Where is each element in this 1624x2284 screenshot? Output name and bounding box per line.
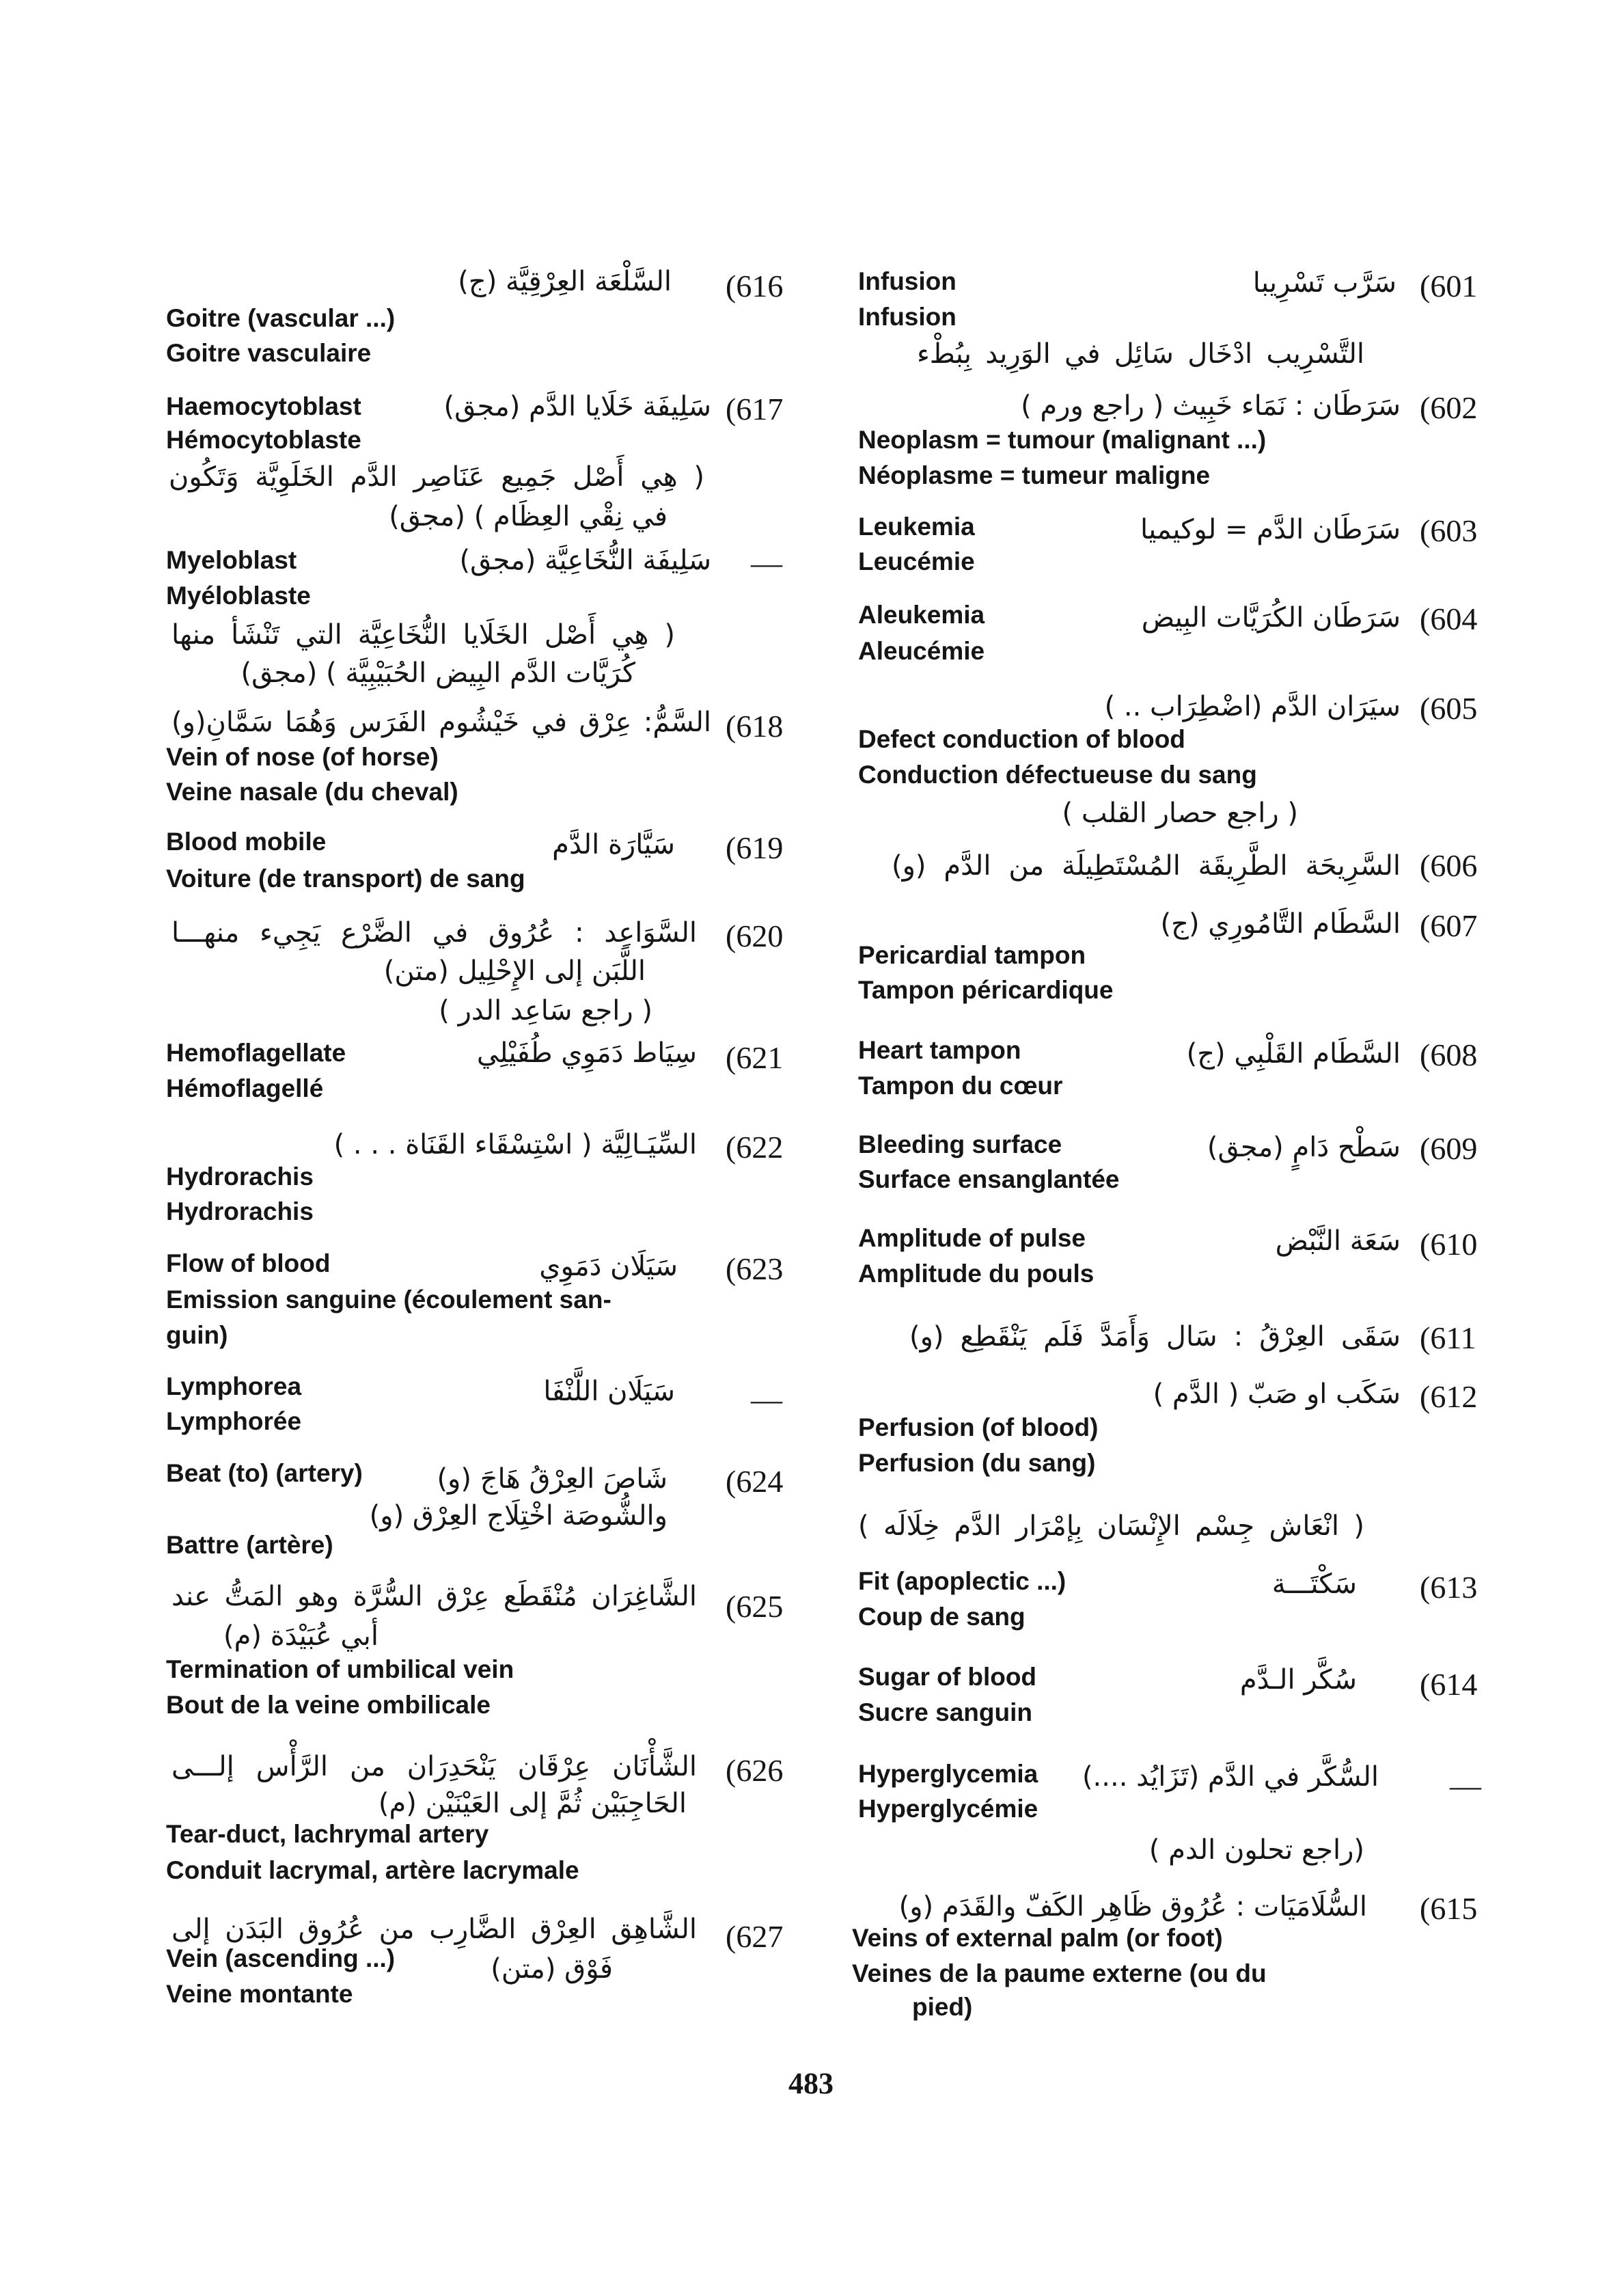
entry-619-french-term: Voiture (de transport) de sang — [166, 865, 525, 893]
entry-616-french-term: Goitre vasculaire — [166, 339, 372, 367]
entry-608-arabic-term: السَّطَام القَلْبِي (ج) — [1186, 1038, 1401, 1070]
entry-622-english-term: Hydrorachis — [166, 1163, 314, 1191]
entry-myeloblast-arabic-definition: ( هِي أَصْل الخَلَايا النُّخَاعِيَّة التي تَنْشَأ منها — [171, 619, 675, 651]
entry-606-arabic-term: السَّرِيحَة الطَّرِيقَة المُسْتَطِيلَة من الدَّم (و) — [892, 850, 1401, 882]
entry-602-french-term: Néoplasme = tumeur maligne — [858, 461, 1211, 489]
entry-624-arabic-definition: والشُّوصَة اخْتِلَاج العِرْق (و) — [369, 1500, 668, 1532]
entry-610-french-term: Amplitude du pouls — [858, 1260, 1095, 1288]
entry-623-french-term-continued: guin) — [166, 1321, 228, 1349]
entry-624-arabic-term: شَاصَ العِرْقُ هَاجَ (و) — [437, 1463, 668, 1495]
entry-603-english-term: Leukemia — [858, 513, 975, 541]
entry-hyperglycemia-dash: — — [1450, 1768, 1481, 1803]
entry-613-english-term: Fit (apoplectic ...) — [858, 1567, 1066, 1595]
entry-606-number: (606 — [1420, 848, 1478, 883]
entry-604-number: (604 — [1420, 601, 1478, 636]
entry-605-cross-reference: ( راجع حصار القلب ) — [1062, 798, 1298, 829]
entry-612-english-term: Perfusion (of blood) — [858, 1413, 1099, 1441]
entry-609-arabic-term: سَطْح دَامٍ (مجق) — [1207, 1132, 1401, 1163]
entry-618-english-term: Vein of nose (of horse) — [166, 743, 439, 771]
entry-609-number: (609 — [1420, 1131, 1478, 1166]
entry-610-arabic-term: سَعَة النَّبْض — [1275, 1225, 1401, 1257]
entry-613-number: (613 — [1420, 1570, 1478, 1605]
entry-617-english-term: Haemocytoblast — [166, 392, 361, 420]
entry-lymphorea-dash: — — [751, 1382, 782, 1417]
entry-614-arabic-term: سُكَّر الـدَّم — [1239, 1664, 1357, 1696]
entry-627-arabic-term: الشَّاهِق العِرْق الضَّارِب من عُرُوق البَدَن إلى — [171, 1914, 697, 1945]
entry-lymphorea-arabic-term: سَيَلَان اللَّنْفَا — [543, 1376, 675, 1407]
entry-623-arabic-term: سَيَلَان دَمَوِي — [539, 1251, 678, 1282]
entry-605-english-term: Defect conduction of blood — [858, 725, 1185, 753]
entry-611-number: (611 — [1420, 1320, 1476, 1355]
entry-608-french-term: Tampon du cœur — [858, 1072, 1063, 1100]
entry-626-english-term: Tear-duct, lachrymal artery — [166, 1820, 489, 1848]
entry-hyperglycemia-french-term: Hyperglycémie — [858, 1795, 1038, 1823]
entry-602-english-term: Neoplasm = tumour (malignant ...) — [858, 426, 1267, 454]
entry-624-number: (624 — [726, 1464, 784, 1499]
page-number: 483 — [788, 2067, 834, 2100]
entry-627-french-term: Veine montante — [166, 1980, 353, 2008]
entry-612-french-term: Perfusion (du sang) — [858, 1449, 1096, 1477]
entry-608-english-term: Heart tampon — [858, 1036, 1021, 1064]
entry-617-number: (617 — [726, 392, 784, 426]
entry-614-french-term: Sucre sanguin — [858, 1698, 1032, 1726]
entry-603-arabic-term: سَرَطَان الدَّم = لوكيميا — [1140, 514, 1401, 545]
entry-622-arabic-term: السِّيَـالِيَّة ( اسْتِسْقَاء القَنَاة . . . ) — [333, 1129, 697, 1160]
entry-617-arabic-definition: ( هِي أَصْل جَمِيع عَنَاصِر الدَّم الخَلَوِيَّة وَتَكُون — [169, 461, 704, 493]
entry-627-arabic-term-continued: فَوْق (متن) — [491, 1953, 613, 1985]
entry-621-number: (621 — [726, 1040, 784, 1075]
entry-624-english-term: Beat (to) (artery) — [166, 1459, 363, 1487]
entry-615-number: (615 — [1420, 1891, 1478, 1926]
entry-614-english-term: Sugar of blood — [858, 1663, 1037, 1691]
entry-601-english-term: Infusion — [858, 267, 956, 295]
entry-627-number: (627 — [726, 1919, 784, 1954]
entry-603-french-term: Leucémie — [858, 547, 975, 575]
entry-609-english-term: Bleeding surface — [858, 1130, 1062, 1158]
entry-621-french-term: Hémoflagellé — [166, 1074, 324, 1102]
entry-620-arabic-definition: اللَّبَن إلى الإِحْلِيل (متن) — [383, 955, 646, 987]
entry-618-number: (618 — [726, 709, 784, 744]
entry-619-number: (619 — [726, 830, 784, 865]
entry-620-arabic-term: السَّوَاعِد : عُرُوق في الضَّرْع يَجِيء منهـــا — [171, 917, 697, 949]
entry-612-arabic-term: سَكَب او صَبّ ( الدَّم ) — [1153, 1378, 1401, 1410]
entry-622-french-term: Hydrorachis — [166, 1197, 314, 1225]
entry-626-arabic-term-continued: الحَاجِبَيْن ثُمَّ إلى العَيْنَيْن (م) — [378, 1788, 687, 1819]
entry-610-number: (610 — [1420, 1227, 1478, 1262]
entry-623-french-term: Emission sanguine (écoulement san- — [166, 1286, 611, 1314]
entry-lymphorea-english-term: Lymphorea — [166, 1372, 302, 1400]
entry-617-arabic-definition-continued: في نِقْي العِظَام ) (مجق) — [389, 501, 668, 532]
entry-myeloblast-dash: — — [751, 545, 782, 580]
entry-626-number: (626 — [726, 1753, 784, 1788]
entry-611-arabic-term: سَقَى العِرْقُ : سَال وَأَمَدَّ فَلَم يَنْقَطِع (و) — [909, 1321, 1401, 1352]
entry-616-number: (616 — [726, 269, 784, 303]
entry-615-arabic-term: السُّلَامَيَات : عُرُوق ظَاهِر الكَفّ والقَدَم (و) — [898, 1891, 1367, 1922]
entry-604-english-term: Aleukemia — [858, 601, 985, 629]
entry-hyperglycemia-arabic-term: السُّكَّر في الدَّم (تَزَايُد ....) — [1082, 1761, 1379, 1793]
entry-619-arabic-term: سَيَّارَة الدَّم — [552, 829, 675, 860]
entry-614-number: (614 — [1420, 1667, 1478, 1702]
entry-619-english-term: Blood mobile — [166, 828, 327, 856]
entry-602-arabic-term: سَرَطَان : نَمَاء خَبِيث ( راجع ورم ) — [1021, 390, 1401, 422]
entry-615-english-term: Veins of external palm (or foot) — [852, 1924, 1223, 1952]
entry-607-number: (607 — [1420, 908, 1478, 943]
entry-625-number: (625 — [726, 1589, 784, 1624]
entry-607-arabic-term: السَّطَام التَّامُورِي (ج) — [1160, 908, 1401, 940]
entry-620-number: (620 — [726, 919, 784, 953]
entry-601-arabic-definition: التَّسْرِيب ادْخَال سَائِل في الوَرِيد بِبُطْء — [917, 338, 1364, 370]
entry-605-french-term: Conduction défectueuse du sang — [858, 761, 1257, 789]
entry-607-french-term: Tampon péricardique — [858, 976, 1114, 1004]
entry-601-number: (601 — [1420, 269, 1478, 303]
entry-617-arabic-term: سَلِيفَة خَلَايا الدَّم (مجق) — [443, 391, 711, 422]
entry-607-english-term: Pericardial tampon — [858, 941, 1086, 969]
entry-613-arabic-term: سَكْتَـــة — [1271, 1568, 1357, 1600]
entry-617-french-term: Hémocytoblaste — [166, 426, 361, 454]
entry-615-french-term: Veines de la paume externe (ou du — [852, 1959, 1267, 1987]
entry-623-english-term: Flow of blood — [166, 1249, 331, 1277]
entry-613-french-term: Coup de sang — [858, 1603, 1026, 1631]
entry-620-cross-reference: ( راجع سَاعِد الدر ) — [439, 995, 652, 1027]
entry-618-arabic-term: السَّمُّ: عِرْق في خَيْشُوم الفَرَس وَهُمَا سَمَّانِ(و) — [171, 707, 711, 738]
entry-601-arabic-term: سَرَّب تَسْرِيبا — [1252, 267, 1396, 299]
entry-612-arabic-definition: ( انْعَاش جِسْم الإِنْسَان بِإمْرَار الدَّم خِلَالَه ) — [858, 1510, 1364, 1542]
entry-604-french-term: Aleucémie — [858, 637, 985, 665]
entry-626-arabic-term: الشَّأْنَان عِرْقَان يَنْحَدِرَان من الرَّأْس إلـــى — [171, 1751, 697, 1782]
entry-605-number: (605 — [1420, 691, 1478, 726]
entry-603-number: (603 — [1420, 513, 1478, 548]
entry-625-english-term: Termination of umbilical vein — [166, 1655, 514, 1683]
entry-601-french-term: Infusion — [858, 303, 956, 331]
entry-626-french-term: Conduit lacrymal, artère lacrymale — [166, 1856, 579, 1884]
entry-618-french-term: Veine nasale (du cheval) — [166, 778, 458, 806]
entry-hyperglycemia-english-term: Hyperglycemia — [858, 1760, 1038, 1788]
entry-608-number: (608 — [1420, 1037, 1478, 1072]
entry-myeloblast-arabic-term: سَلِيفَة النُّخَاعِيَّة (مجق) — [459, 545, 711, 576]
entry-604-arabic-term: سَرَطَان الكُرَيَّات البِيض — [1141, 602, 1401, 634]
entry-624-french-term: Battre (artère) — [166, 1531, 333, 1559]
entry-615-french-term-continued: pied) — [912, 1993, 973, 2021]
entry-612-number: (612 — [1420, 1379, 1478, 1414]
entry-myeloblast-arabic-definition-continued: كُرَيَّات الدَّم البِيض الحُبَيْبِيَّة ) (مجق) — [240, 657, 635, 689]
entry-lymphorea-french-term: Lymphorée — [166, 1407, 302, 1435]
entry-602-number: (602 — [1420, 390, 1478, 425]
entry-616-english-term: Goitre (vascular ...) — [166, 304, 396, 332]
entry-616-arabic-term: السَّلْعَة العِرْقِيَّة (ج) — [458, 266, 672, 297]
entry-621-english-term: Hemoflagellate — [166, 1039, 346, 1067]
entry-myeloblast-french-term: Myéloblaste — [166, 582, 311, 610]
entry-hyperglycemia-cross-reference: (راجع تحلون الدم ) — [1148, 1834, 1364, 1866]
entry-625-french-term: Bout de la veine ombilicale — [166, 1691, 491, 1719]
entry-622-number: (622 — [726, 1130, 784, 1165]
entry-609-french-term: Surface ensanglantée — [858, 1165, 1120, 1193]
entry-623-number: (623 — [726, 1251, 784, 1286]
entry-625-arabic-term: الشَّاغِرَان مُنْقَطَع عِرْق السُّرَّة وهو المَتُّ عند — [171, 1581, 697, 1612]
entry-627-english-term: Vein (ascending ...) — [166, 1944, 396, 1972]
entry-625-arabic-term-continued: أبي عُبَيْدَة (م) — [223, 1620, 379, 1652]
entry-610-english-term: Amplitude of pulse — [858, 1224, 1086, 1252]
entry-605-arabic-term: سيَرَان الدَّم (اضْطِرَاب .. ) — [1104, 691, 1401, 722]
entry-621-arabic-term: سِيَاط دَمَوِي طُفَيْلِي — [476, 1037, 697, 1069]
entry-myeloblast-english-term: Myeloblast — [166, 546, 297, 574]
